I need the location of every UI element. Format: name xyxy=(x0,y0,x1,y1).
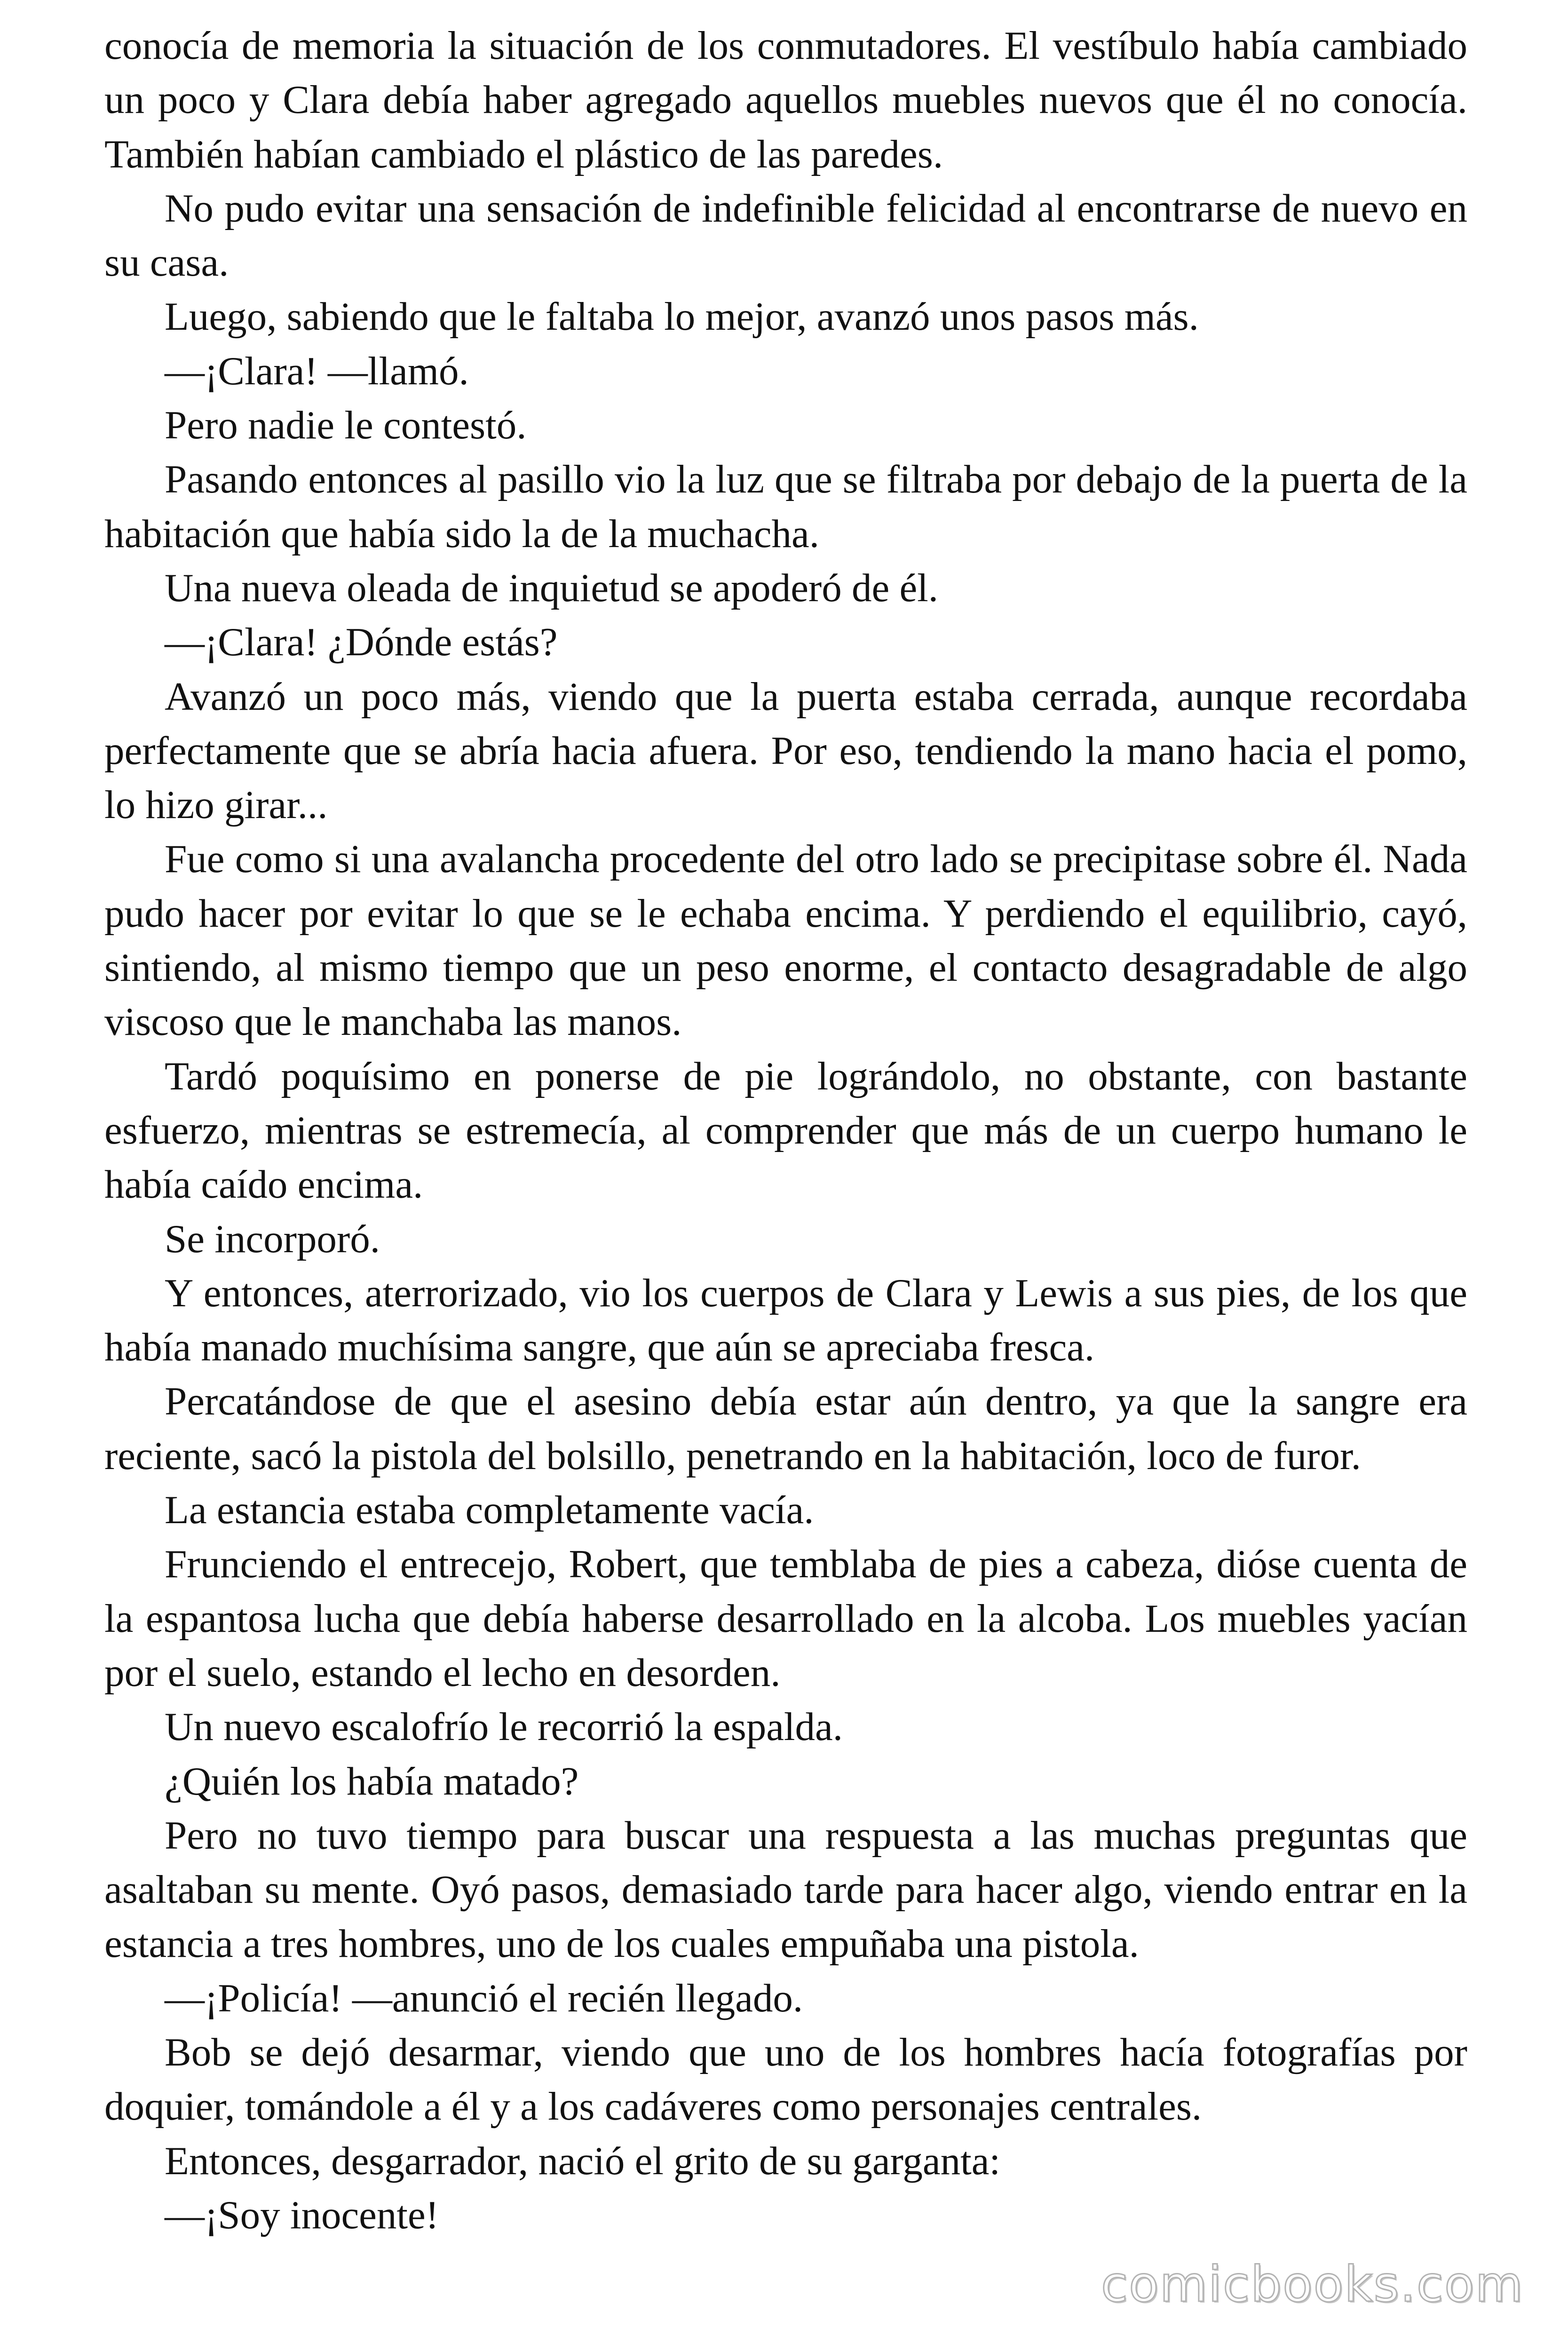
paragraph: —¡Policía! —anunció el recién llegado. xyxy=(165,1976,803,2020)
paragraph: No pudo evitar una sensación de indefinible felicidad al encontrarse de nuevo en su casa. xyxy=(104,186,1467,285)
paragraph: —¡Clara! —llamó. xyxy=(165,349,469,393)
paragraph: Tardó poquísimo en ponerse de pie lográndolo, no obstante, con bastante esfuerzo, mientras se estremecía, al comprender que más de un cuerpo humano le había caído encima. xyxy=(104,1054,1467,1207)
paragraph: Bob se dejó desarmar, viendo que uno de los hombres hacía fotografías por doquier, tomándole a él y a los cadáveres como personajes centrales. xyxy=(104,2030,1467,2129)
paragraph: Frunciendo el entrecejo, Robert, que temblaba de pies a cabeza, dióse cuenta de la espantosa lucha que debía haberse desarrollado en la alcoba. Los muebles yacían por el suelo, estando el lecho en desorden. xyxy=(104,1542,1467,1695)
paragraph: —¡Clara! ¿Dónde estás? xyxy=(165,620,558,665)
paragraph: Percatándose de que el asesino debía estar aún dentro, ya que la sangre era reciente, sacó la pistola del bolsillo, penetrando en la habitación, loco de furor. xyxy=(104,1379,1467,1478)
paragraph: Pero nadie le contestó. xyxy=(165,403,527,448)
paragraph: Entonces, desgarrador, nació el grito de su garganta: xyxy=(165,2138,1001,2183)
paragraph: conocía de memoria la situación de los conmutadores. El vestíbulo había cambiado un poco y Clara debía haber agregado aquellos muebles nuevos que él no conocía. También habían cambiado el plástico de las paredes. xyxy=(104,24,1467,176)
paragraph: Fue como si una avalancha procedente del otro lado se precipitase sobre él. Nada pudo hacer por evitar lo que se le echaba encima. Y perdiendo el equilibrio, cayó, sintiendo, al mismo tiempo que un peso enorme, el contacto desagradable de algo viscoso que le manchaba las manos. xyxy=(104,837,1467,1044)
paragraph: Un nuevo escalofrío le recorrió la espalda. xyxy=(165,1705,843,1749)
paragraph: —¡Soy inocente! xyxy=(165,2193,439,2237)
paragraph: ¿Quién los había matado? xyxy=(165,1759,579,1804)
paragraph: Luego, sabiendo que le faltaba lo mejor, avanzó unos pasos más. xyxy=(165,294,1199,339)
paragraph: La estancia estaba completamente vacía. xyxy=(165,1488,814,1533)
watermark: comicbooks.com xyxy=(1101,2256,1524,2313)
paragraph: Pero no tuvo tiempo para buscar una respuesta a las muchas preguntas que asaltaban su mente. Oyó pasos, demasiado tarde para hacer algo, viendo entrar en la estancia a tres hombres, uno de los cuales empuñaba una pistola. xyxy=(104,1813,1467,1966)
paragraph: Pasando entonces al pasillo vio la luz que se filtraba por debajo de la puerta de la habitación que había sido la de la muchacha. xyxy=(104,457,1467,556)
page-body xyxy=(104,19,1467,2242)
paragraph: Una nueva oleada de inquietud se apoderó de él. xyxy=(165,565,939,610)
paragraph: Se incorporó. xyxy=(165,1216,380,1261)
paragraph: Avanzó un poco más, viendo que la puerta estaba cerrada, aunque recordaba perfectamente que se abría hacia afuera. Por eso, tendiendo la mano hacia el pomo, lo hizo girar... xyxy=(104,674,1467,827)
paragraph: Y entonces, aterrorizado, vio los cuerpos de Clara y Lewis a sus pies, de los que había manado muchísima sangre, que aún se apreciaba fresca. xyxy=(104,1271,1467,1370)
